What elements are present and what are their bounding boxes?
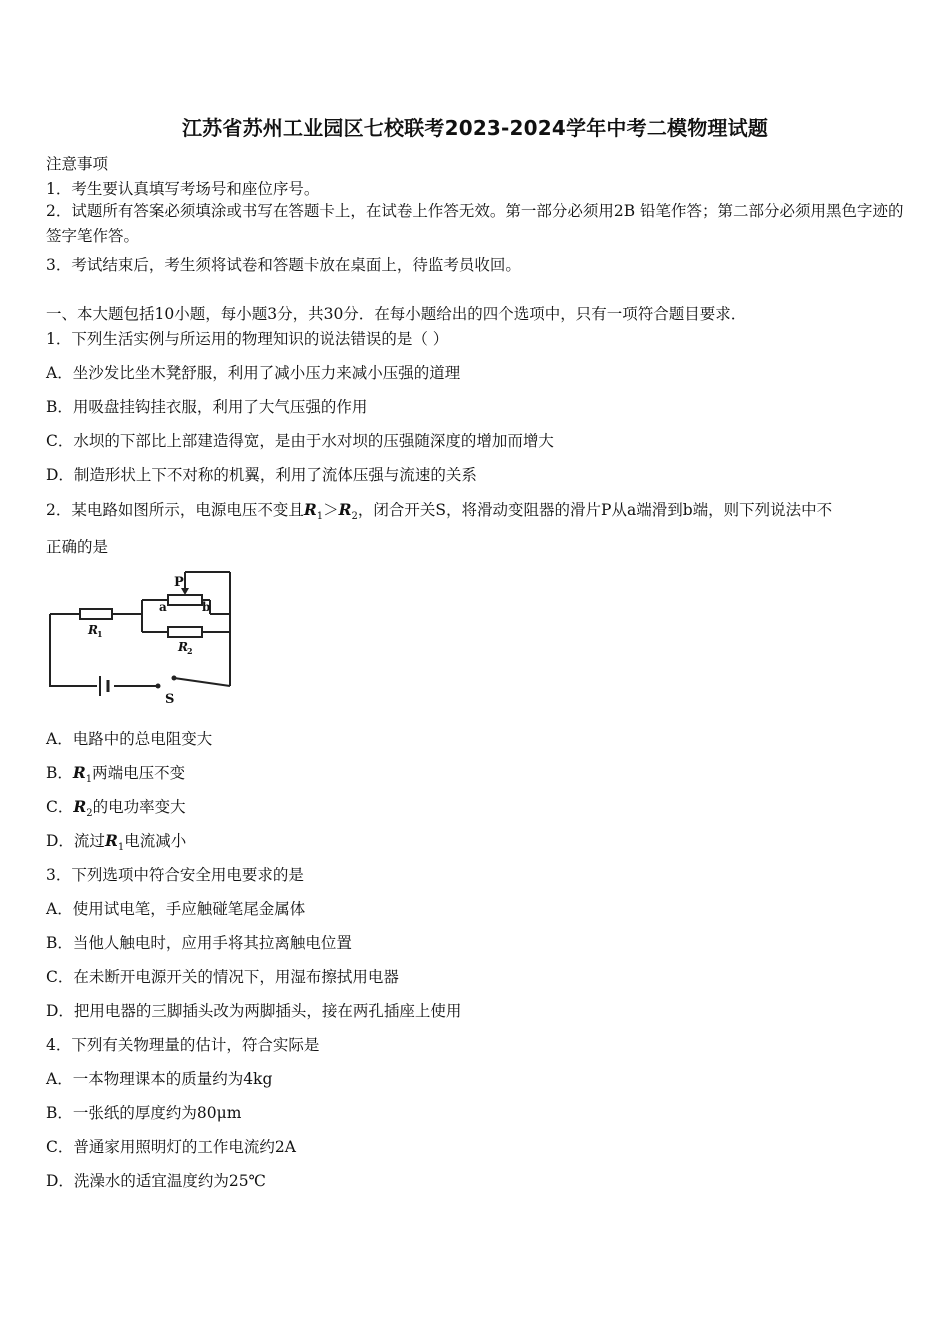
q2-option-c [46, 795, 186, 819]
q2-stem-continued: 正确的是 [46, 538, 109, 556]
notice-heading: 注意事项 [46, 155, 109, 173]
label-s: S [165, 692, 175, 706]
q4-option-c: C．普通家用照明灯的工作电流约2A [46, 1138, 296, 1156]
q3-stem: 3．下列选项中符合安全用电要求的是 [46, 866, 304, 884]
label-r2: R [178, 640, 188, 654]
q2-c-r: R [73, 797, 87, 816]
label-r2-sub: 2 [187, 646, 193, 656]
q2-r2: R [338, 500, 352, 519]
q1-option-a: A．坐沙发比坐木凳舒服，利用了减小压力来减小压强的道理 [46, 364, 461, 382]
label-a: a [159, 600, 167, 614]
label-p: P [174, 575, 184, 590]
switch-icon [156, 676, 177, 689]
q1-option-c: C．水坝的下部比上部建造得宽，是由于水对坝的压强随深度的增加而增大 [46, 432, 554, 450]
q4-option-a: A．一本物理课本的质量约为4kg [46, 1070, 273, 1088]
q2-option-d [46, 829, 186, 853]
q2-gt: ＞ [323, 501, 339, 519]
q2-stem [46, 498, 832, 522]
q2-d-text: 电流减小 [124, 832, 187, 850]
q3-option-c: C．在未断开电源开关的情况下，用湿布擦拭用电器 [46, 968, 399, 986]
q2-stem-part-a: 2．某电路如图所示，电源电压不变且 [46, 501, 304, 519]
q2-d-sub: 1 [117, 842, 125, 854]
resistor-r1 [80, 609, 112, 619]
q3-option-b: B．当他人触电时，应用手将其拉离触电位置 [46, 934, 352, 952]
battery-icon [100, 676, 108, 696]
q2-stem-part-b: ，闭合开关S，将滑动变阻器的滑片P从a端滑到b端，则下列说法中不 [357, 501, 833, 519]
q2-r2-sub: 2 [351, 511, 358, 523]
q4-stem: 4．下列有关物理量的估计，符合实际是 [46, 1036, 320, 1054]
q2-c-sub: 2 [86, 808, 93, 820]
q2-option-b [46, 761, 185, 785]
notice-item-2: 2．试题所有答案必须填涂或书写在答题卡上，在试卷上作答无效。第一部分必须用2B 铅笔作答；第二部分必须用黑色字迹的签字笔作答。 [46, 202, 904, 245]
q2-b-r: R [72, 763, 86, 782]
label-r1: R [88, 623, 98, 637]
q2-c-prefix: C． [46, 798, 74, 816]
rheostat [168, 595, 202, 605]
q1-option-b: B．用吸盘挂钩挂衣服，利用了大气压强的作用 [46, 398, 368, 416]
q2-b-sub: 1 [85, 774, 93, 786]
q2-option-a: A．电路中的总电阻变大 [46, 730, 213, 748]
circuit-diagram [42, 566, 242, 706]
q2-r1: R [303, 500, 317, 519]
q3-option-a: A．使用试电笔，手应触碰笔尾金属体 [46, 900, 306, 918]
q2-r1-sub: 1 [316, 511, 324, 523]
q2-d-r: R [104, 831, 118, 850]
q2-d-prefix: D．流过 [46, 832, 105, 850]
q4-option-d: D．洗澡水的适宜温度约为25℃ [46, 1172, 266, 1190]
label-r1-sub: 1 [97, 629, 103, 639]
resistor-r2 [168, 627, 202, 637]
q2-b-text: 两端电压不变 [92, 764, 186, 782]
q2-b-prefix: B． [46, 764, 73, 782]
notice-item-3: 3．考试结束后，考生须将试卷和答题卡放在桌面上，待监考员收回。 [46, 256, 521, 274]
q3-option-d: D．把用电器的三脚插头改为两脚插头，接在两孔插座上使用 [46, 1002, 462, 1020]
page-title: 江苏省苏州工业园区七校联考2023-2024学年中考二模物理试题 [181, 116, 769, 140]
label-b: b [202, 600, 211, 614]
notice-item-1: 1．考生要认真填写考场号和座位序号。 [46, 180, 320, 198]
q1-option-d: D．制造形状上下不对称的机翼，利用了流体压强与流速的关系 [46, 466, 477, 484]
q1-stem: 1．下列生活实例与所运用的物理知识的说法错误的是（ ） [46, 330, 449, 348]
q2-c-text: 的电功率变大 [92, 798, 186, 816]
q4-option-b: B．一张纸的厚度约为80μm [46, 1104, 242, 1122]
section-header: 一、本大题包括10小题，每小题3分，共30分．在每小题给出的四个选项中，只有一项符合题目要求． [46, 305, 747, 323]
